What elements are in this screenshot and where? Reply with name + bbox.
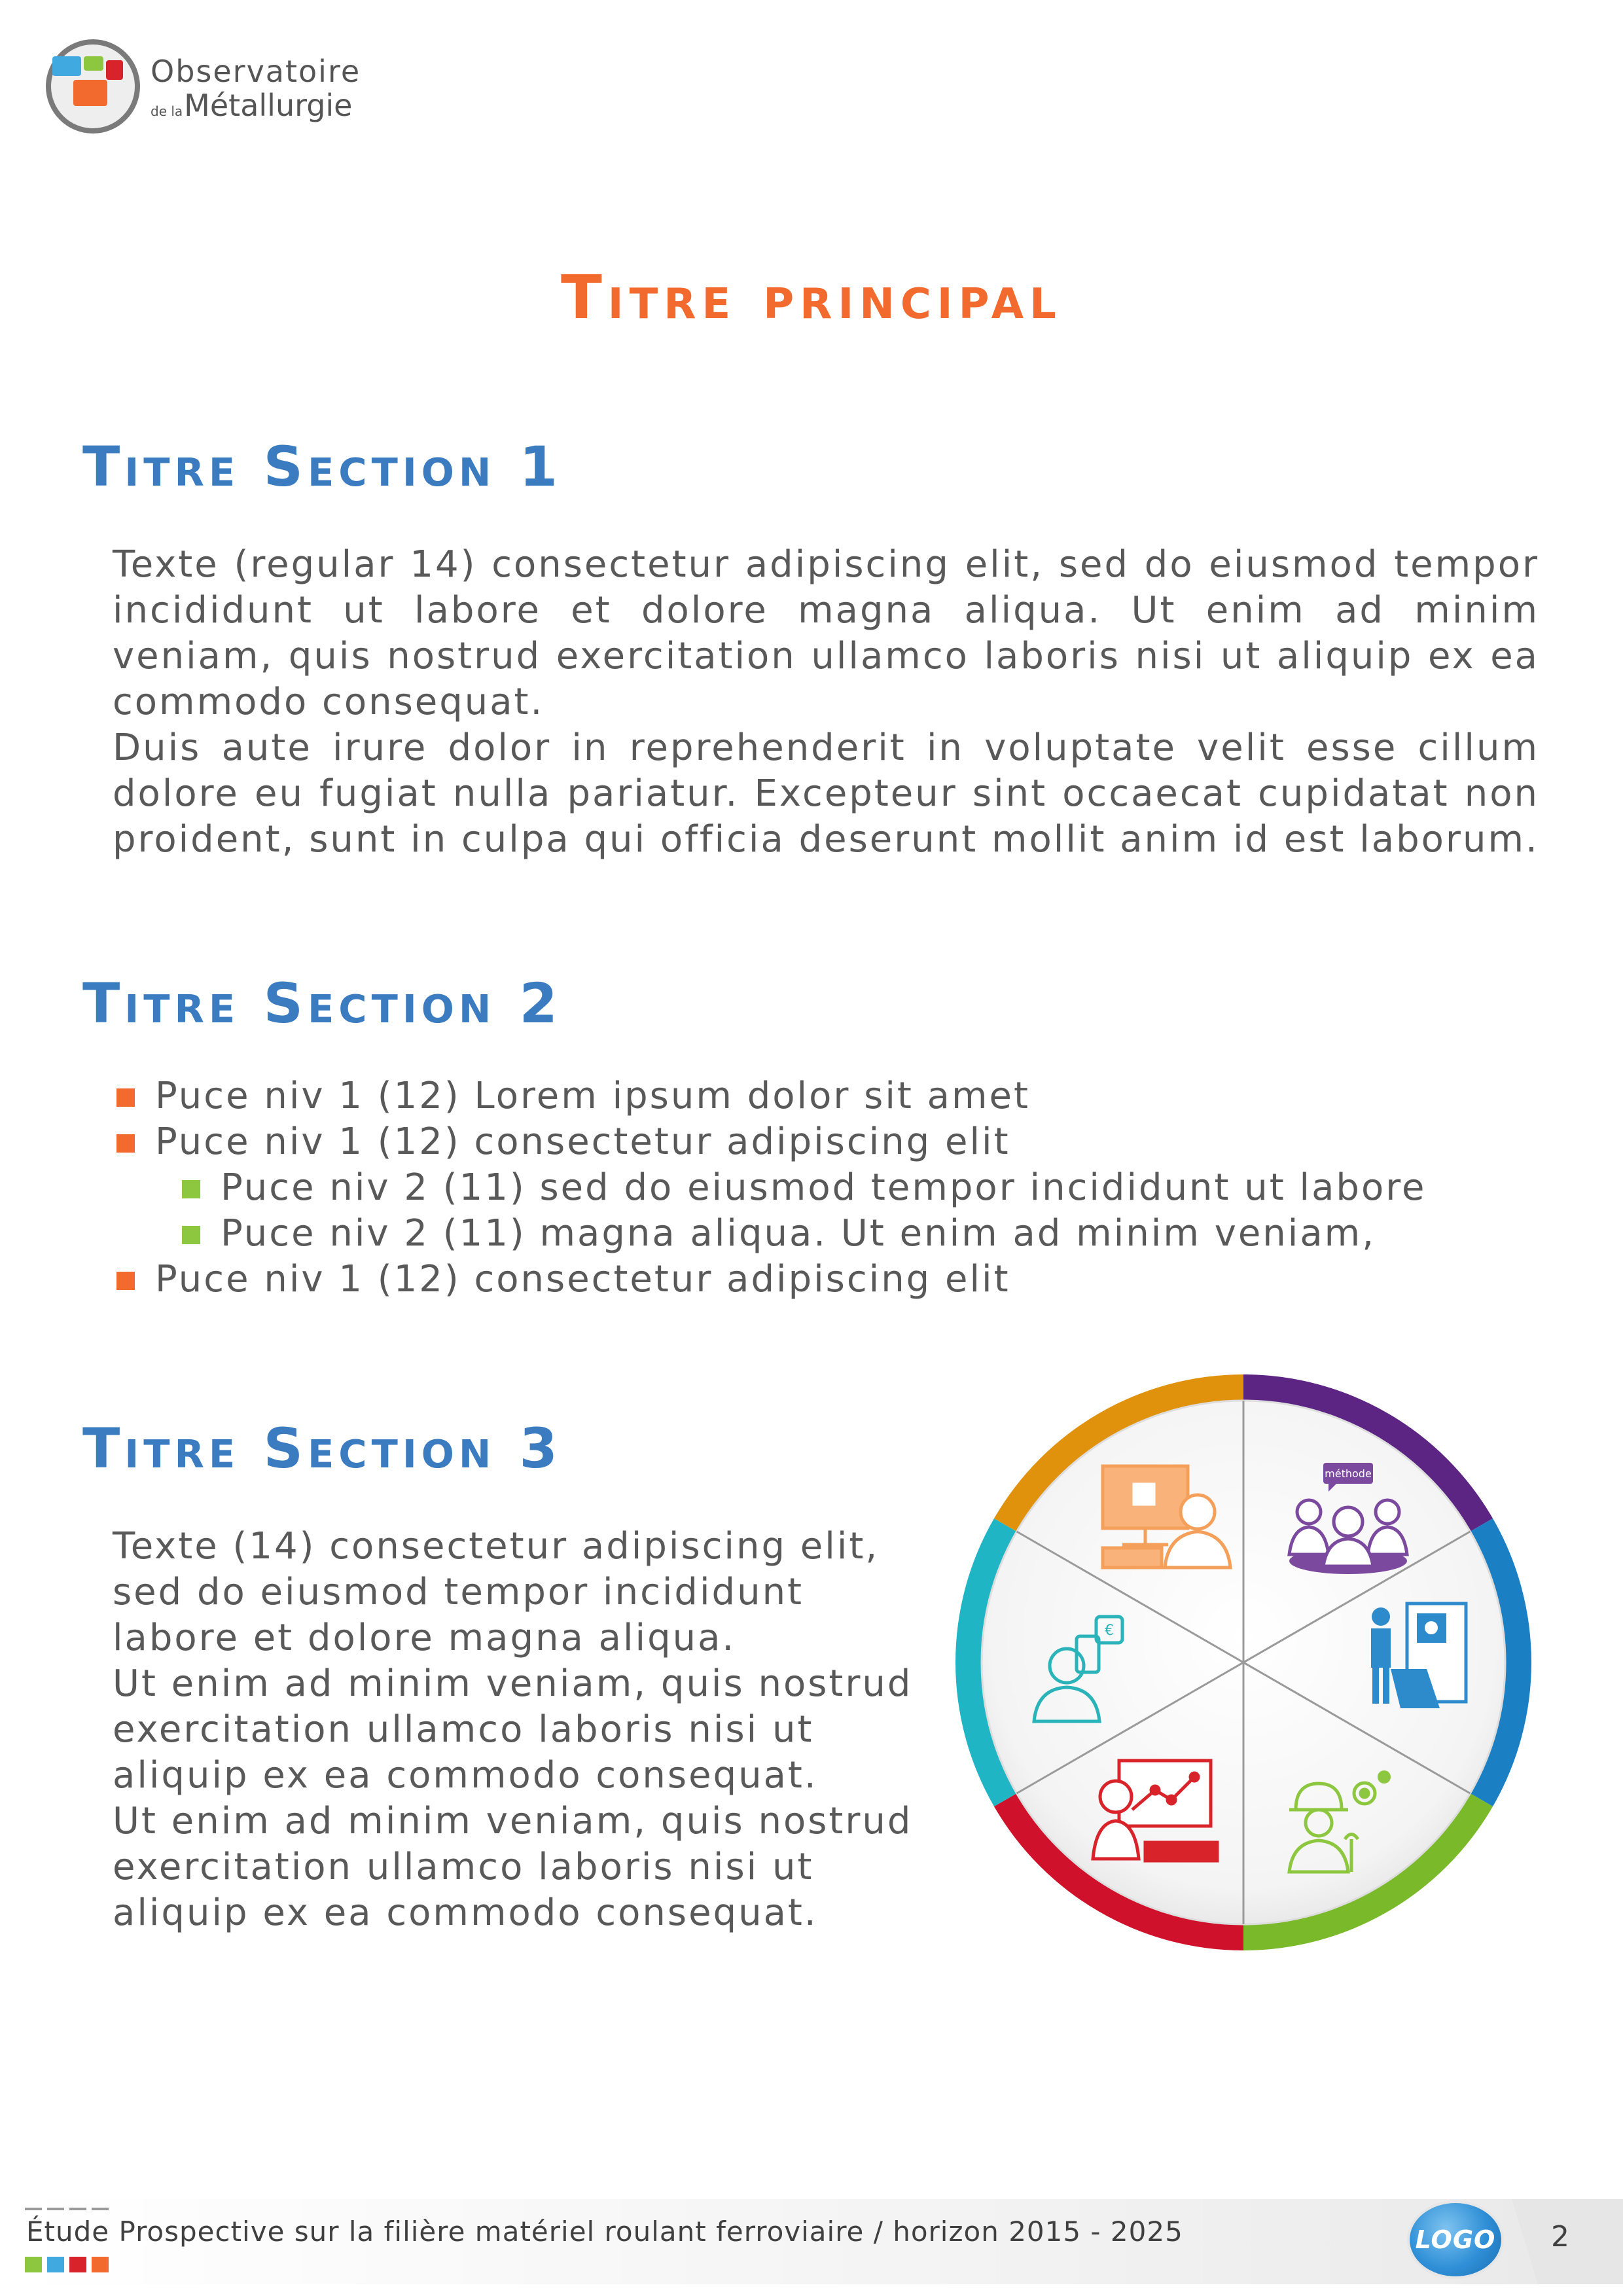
section-3-line: sed do eiusmod tempor incididunt bbox=[113, 1571, 804, 1613]
section-1-paragraph-1: Texte (regular 14) consectetur adipiscing elit, sed do eiusmod tempor incididunt ut labore et dolore magna aliqua. Ut enim ad minim veniam, quis nostrud exercitation ullamco laboris nisi ut aliquip ex ea commodo consequat. bbox=[113, 543, 1539, 723]
bullet-square-icon bbox=[116, 1088, 135, 1107]
section-3-title: Titre Section 3 bbox=[82, 1416, 562, 1480]
sub-bullet-item: Puce niv 2 (11) magna aliqua. Ut enim ad minim veniam, bbox=[113, 1211, 1427, 1257]
section-3-body bbox=[113, 1524, 912, 1936]
section-1-body bbox=[113, 542, 1539, 863]
competence-wheel bbox=[955, 1374, 1531, 1950]
section-3-line: Ut enim ad minim veniam, quis nostrud bbox=[113, 1662, 913, 1705]
footer-dash-decoration bbox=[25, 2200, 114, 2213]
svg-text:€: € bbox=[1105, 1623, 1114, 1639]
section-3-line: aliquip ex ea commodo consequat. bbox=[113, 1754, 818, 1797]
bullet-list bbox=[113, 1073, 1427, 1302]
footer-color-squares bbox=[25, 2257, 114, 2275]
section-3-line: aliquip ex ea commodo consequat. bbox=[113, 1892, 818, 1934]
bullet-item: Puce niv 1 (12) consectetur adipiscing elit bbox=[113, 1257, 1427, 1302]
section-1-title: Titre Section 1 bbox=[82, 435, 562, 499]
section-3-line: exercitation ullamco laboris nisi ut bbox=[113, 1708, 814, 1751]
observatoire-globe-icon bbox=[41, 34, 145, 139]
main-title: Titre principal bbox=[561, 262, 1062, 332]
bullet-item: Puce niv 1 (12) consectetur adipiscing elit bbox=[113, 1119, 1427, 1165]
section-3-line: exercitation ullamco laboris nisi ut bbox=[113, 1846, 814, 1888]
svg-text:méthode: méthode bbox=[1325, 1467, 1372, 1480]
section-3-line: labore et dolore magna aliqua. bbox=[113, 1617, 736, 1659]
bullet-square-icon bbox=[116, 1272, 135, 1290]
page-number: 2 bbox=[1551, 2220, 1569, 2253]
section-1-paragraph-2: Duis aute irure dolor in reprehenderit in voluptate velit esse cillum dolore eu fugiat nulla pariatur. Excepteur sint occaecat cupidatat non proident, sunt in culpa qui officia deserunt mollit anim id est laborum. bbox=[113, 726, 1539, 861]
footer-text: Étude Prospective sur la filière matériel roulant ferroviaire / horizon 2015 - 2025 bbox=[26, 2215, 1183, 2248]
bullet-item: Puce niv 1 (12) Lorem ipsum dolor sit amet bbox=[113, 1073, 1427, 1119]
logo-badge: LOGO bbox=[1407, 2200, 1504, 2279]
logo-line-2: Métallurgie bbox=[184, 88, 353, 123]
bullet-square-icon bbox=[116, 1134, 135, 1153]
section-3-line: Texte (14) consectetur adipiscing elit, bbox=[113, 1525, 880, 1568]
section-3-line: Ut enim ad minim veniam, quis nostrud bbox=[113, 1800, 913, 1842]
sub-bullet-square-icon bbox=[182, 1226, 200, 1244]
observatoire-logo bbox=[41, 34, 361, 139]
section-2-title: Titre Section 2 bbox=[82, 971, 562, 1035]
logo-line-2-small: de la bbox=[151, 103, 183, 119]
logo-line-1: Observatoire bbox=[151, 54, 361, 89]
sub-bullet-item: Puce niv 2 (11) sed do eiusmod tempor incididunt ut labore bbox=[113, 1165, 1427, 1211]
machine-operator-icon bbox=[1371, 1604, 1466, 1708]
sub-bullet-square-icon bbox=[182, 1180, 200, 1198]
